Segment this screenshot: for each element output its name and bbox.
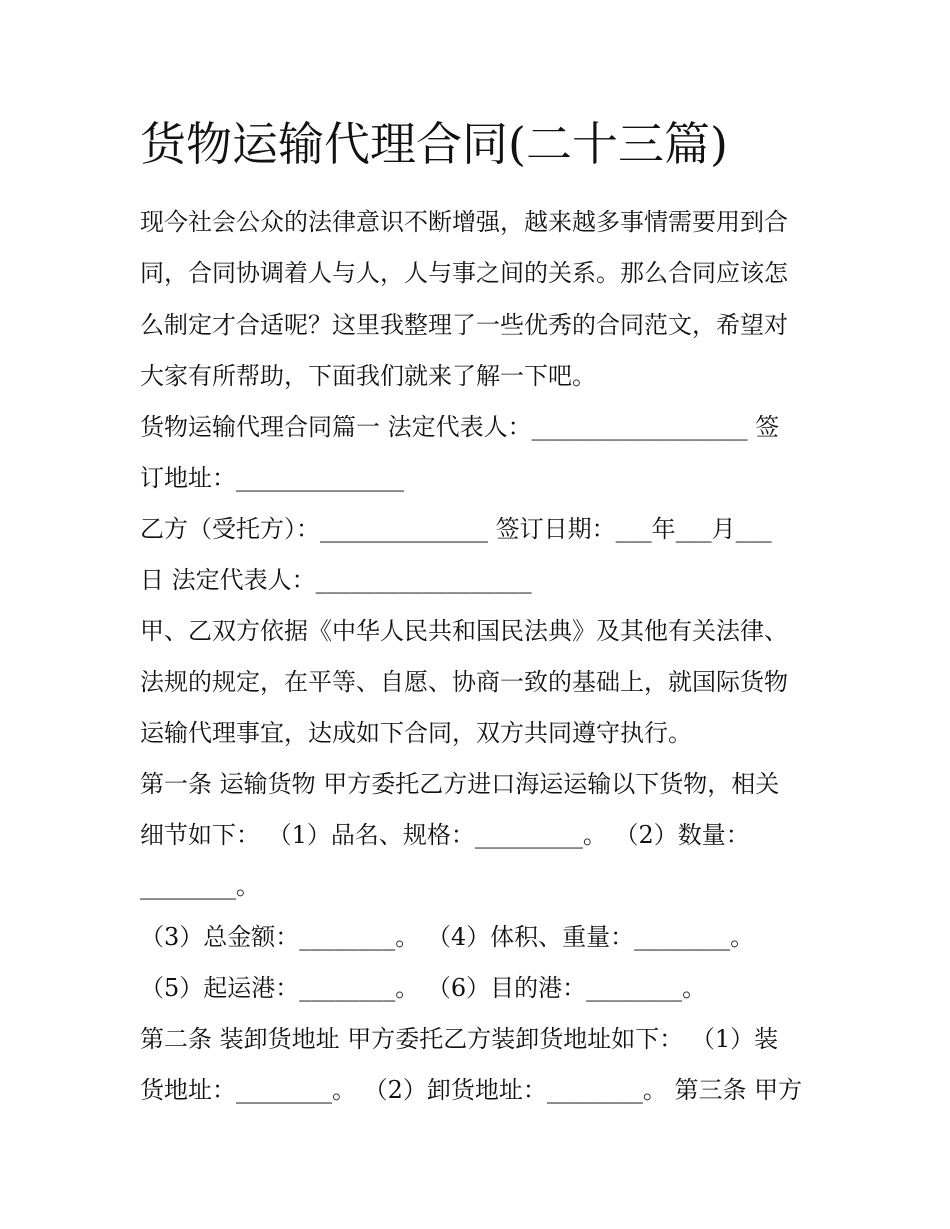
paragraph-line: 第一条 运输货物 甲方委托乙方进口海运运输以下货物，相关 (140, 770, 780, 798)
paragraph-line: 货地址：________。 （2）卸货地址：________。 第三条 甲方 (140, 1076, 803, 1104)
paragraph-line: 么制定才合适呢？这里我整理了一些优秀的合同范文，希望对 (140, 311, 788, 339)
paragraph-line: 同，合同协调着人与人，人与事之间的关系。那么合同应该怎 (140, 259, 788, 287)
paragraph-line: （3）总金额：________。 （4）体积、重量：________。 (140, 923, 755, 951)
paragraph-line: 日 法定代表人：__________________ (140, 566, 532, 594)
paragraph-line: 大家有所帮助，下面我们就来了解一下吧。 (140, 362, 596, 390)
paragraph-line: （5）起运港：________。 （6）目的港：________。 (140, 974, 707, 1002)
paragraph-line: ________。 (140, 872, 260, 900)
document-title: 货物运输代理合同(二十三篇) (140, 117, 728, 171)
paragraph-line: 细节如下： （1）品名、规格：_________。 （2）数量： (140, 821, 750, 849)
paragraph-line: 第二条 装卸货地址 甲方委托乙方装卸货地址如下： （1）装 (140, 1025, 779, 1053)
paragraph-line: 订地址：______________ (140, 464, 404, 492)
paragraph-line: 甲、乙双方依据《中华人民共和国民法典》及其他有关法律、 (140, 617, 788, 645)
paragraph-line: 现今社会公众的法律意识不断增强，越来越多事情需要用到合 (140, 208, 788, 236)
paragraph-line: 法规的规定，在平等、自愿、协商一致的基础上，就国际货物 (140, 668, 788, 696)
paragraph-line: 运输代理事宜，达成如下合同，双方共同遵守执行。 (140, 719, 692, 747)
paragraph-line: 货物运输代理合同篇一 法定代表人：__________________ 签 (140, 413, 780, 441)
paragraph-line: 乙方（受托方）：______________ 签订日期：___年___月___ (140, 515, 772, 543)
